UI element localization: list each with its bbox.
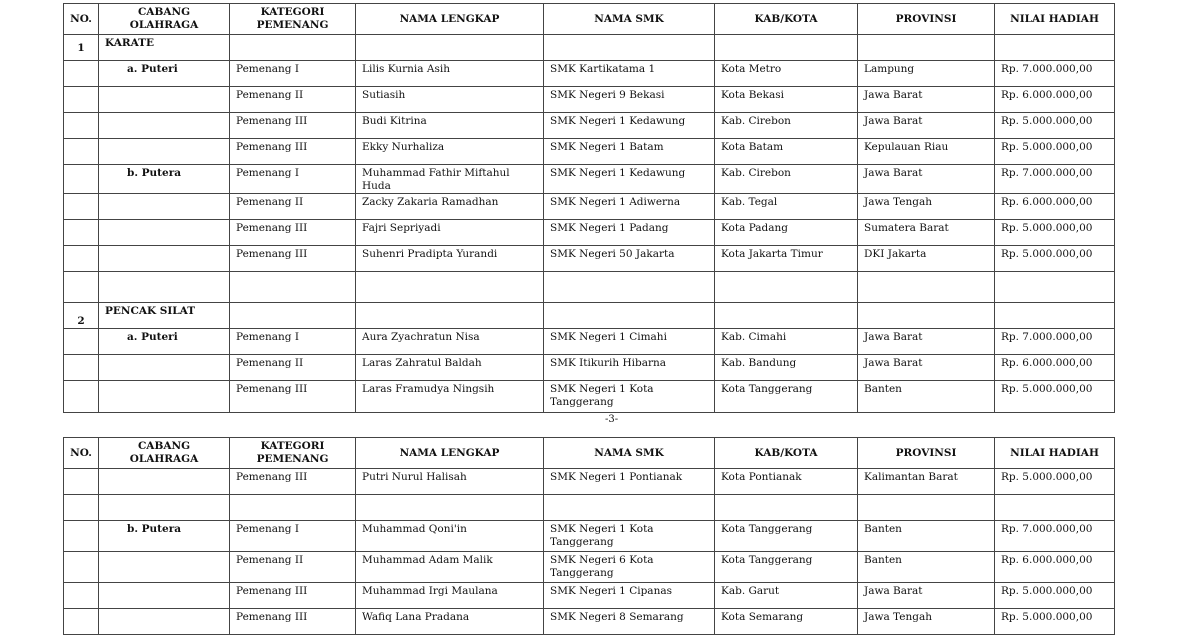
cell-kategori: Pemenang III: [230, 381, 356, 413]
cell-nilai: Rp. 7.000.000,00: [995, 329, 1115, 355]
cell-provinsi: Banten: [858, 381, 995, 413]
cell-nama: Muhammad Fathir Miftahul Huda: [356, 165, 544, 194]
cell-kab: Kab. Garut: [715, 583, 858, 609]
cell-nama: Laras Zahratul Baldah: [356, 355, 544, 381]
section-title: KARATE: [99, 35, 230, 61]
table-row: [64, 329, 1115, 355]
cell-nilai: Rp. 5.000.000,00: [995, 220, 1115, 246]
cell-nama: Ekky Nurhaliza: [356, 139, 544, 165]
header-provinsi: PROVINSI: [858, 438, 995, 469]
cell-nilai: Rp. 5.000.000,00: [995, 139, 1115, 165]
cell-kab: Kab. Cimahi: [715, 329, 858, 355]
cell-kategori: Pemenang III: [230, 583, 356, 609]
header-provinsi: PROVINSI: [858, 4, 995, 35]
table-row: [64, 113, 1115, 139]
cell-provinsi: Jawa Barat: [858, 165, 995, 194]
cell-nilai: Rp. 7.000.000,00: [995, 521, 1115, 552]
cell-provinsi: Jawa Tengah: [858, 609, 995, 635]
group-label: b. Putera: [99, 165, 230, 194]
cell-kab: Kota Batam: [715, 139, 858, 165]
cell-kab: Kab. Bandung: [715, 355, 858, 381]
header-smk: NAMA SMK: [544, 438, 715, 469]
cell-nama: Sutiasih: [356, 87, 544, 113]
cell-provinsi: Kepulauan Riau: [858, 139, 995, 165]
group-label: a. Puteri: [99, 329, 230, 355]
cell-kategori: Pemenang III: [230, 609, 356, 635]
header-nilai: NILAI HADIAH: [995, 4, 1115, 35]
cell-provinsi: Jawa Barat: [858, 329, 995, 355]
table-row: [64, 583, 1115, 609]
section-title: PENCAK SILAT: [99, 303, 230, 329]
cell-provinsi: Lampung: [858, 61, 995, 87]
cell-nama: Muhammad Adam Malik: [356, 552, 544, 583]
cell-kategori: Pemenang II: [230, 194, 356, 220]
cell-kab: Kota Metro: [715, 61, 858, 87]
cell-nama: Muhammad Qoni'in: [356, 521, 544, 552]
cell-kab: Kab. Cirebon: [715, 165, 858, 194]
cell-nama: Budi Kitrina: [356, 113, 544, 139]
cell-smk: SMK Negeri 1 Cipanas: [544, 583, 715, 609]
cell-nama: Putri Nurul Halisah: [356, 469, 544, 495]
cell-kategori: Pemenang II: [230, 87, 356, 113]
cell-kategori: Pemenang I: [230, 329, 356, 355]
table-row: [64, 220, 1115, 246]
cell-kategori: Pemenang I: [230, 61, 356, 87]
cell-kab: Kota Jakarta Timur: [715, 246, 858, 272]
section-no: 1: [64, 35, 99, 61]
cell-kategori: Pemenang I: [230, 165, 356, 194]
header-smk: NAMA SMK: [544, 4, 715, 35]
cell-nama: Lilis Kurnia Asih: [356, 61, 544, 87]
cell-kab: Kota Semarang: [715, 609, 858, 635]
cell-nilai: Rp. 5.000.000,00: [995, 583, 1115, 609]
header-kab: KAB/KOTA: [715, 438, 858, 469]
header-row: [64, 438, 1115, 469]
table-row: [64, 521, 1115, 552]
cell-smk: SMK Negeri 1 Kota Tanggerang: [544, 521, 715, 552]
winners-table-page-3: [63, 3, 1115, 413]
cell-smk: SMK Negeri 8 Semarang: [544, 609, 715, 635]
cell-provinsi: Kalimantan Barat: [858, 469, 995, 495]
cell-provinsi: Jawa Tengah: [858, 194, 995, 220]
header-kategori: KATEGORI PEMENANG: [230, 438, 356, 469]
cell-smk: SMK Negeri 1 Cimahi: [544, 329, 715, 355]
header-cabang: CABANG OLAHRAGA: [99, 438, 230, 469]
cell-nilai: Rp. 5.000.000,00: [995, 246, 1115, 272]
cell-nama: Zacky Zakaria Ramadhan: [356, 194, 544, 220]
group-label: a. Puteri: [99, 61, 230, 87]
header-nilai: NILAI HADIAH: [995, 438, 1115, 469]
cell-kategori: Pemenang III: [230, 246, 356, 272]
cell-kategori: Pemenang III: [230, 139, 356, 165]
cell-smk: SMK Negeri 1 Kedawung: [544, 113, 715, 139]
cell-nama: Suhenri Pradipta Yurandi: [356, 246, 544, 272]
cell-kategori: Pemenang III: [230, 220, 356, 246]
header-nama: NAMA LENGKAP: [356, 4, 544, 35]
cell-nama: Laras Framudya Ningsih: [356, 381, 544, 413]
cell-provinsi: Jawa Barat: [858, 113, 995, 139]
cell-smk: SMK Negeri 6 Kota Tanggerang: [544, 552, 715, 583]
cell-provinsi: Jawa Barat: [858, 355, 995, 381]
cell-smk: SMK Kartikatama 1: [544, 61, 715, 87]
cell-smk: SMK Negeri 1 Adiwerna: [544, 194, 715, 220]
header-kab: KAB/KOTA: [715, 4, 858, 35]
winners-table-page-4: [63, 437, 1115, 635]
header-row: [64, 4, 1115, 35]
cell-kab: Kota Pontianak: [715, 469, 858, 495]
cell-smk: SMK Negeri 1 Pontianak: [544, 469, 715, 495]
cell-smk: SMK Negeri 1 Batam: [544, 139, 715, 165]
cell-nilai: Rp. 5.000.000,00: [995, 381, 1115, 413]
header-nama: NAMA LENGKAP: [356, 438, 544, 469]
group-label: b. Putera: [99, 521, 230, 552]
cell-provinsi: Banten: [858, 552, 995, 583]
cell-smk: SMK Negeri 50 Jakarta: [544, 246, 715, 272]
section-row-karate: [64, 35, 1115, 61]
header-cabang: CABANG OLAHRAGA: [99, 4, 230, 35]
cell-provinsi: Jawa Barat: [858, 87, 995, 113]
cell-kategori: Pemenang II: [230, 355, 356, 381]
cell-nama: Muhammad Irgi Maulana: [356, 583, 544, 609]
cell-nilai: Rp. 5.000.000,00: [995, 113, 1115, 139]
cell-nama: Fajri Sepriyadi: [356, 220, 544, 246]
cell-nilai: Rp. 6.000.000,00: [995, 552, 1115, 583]
cell-kab: Kab. Tegal: [715, 194, 858, 220]
cell-kategori: Pemenang II: [230, 552, 356, 583]
cell-kab: Kota Tanggerang: [715, 521, 858, 552]
cell-smk: SMK Negeri 1 Padang: [544, 220, 715, 246]
cell-nilai: Rp. 5.000.000,00: [995, 609, 1115, 635]
table-row: [64, 87, 1115, 113]
table-row: [64, 355, 1115, 381]
table-row: [64, 469, 1115, 495]
header-no: NO.: [64, 4, 99, 35]
cell-nama: Aura Zyachratun Nisa: [356, 329, 544, 355]
table-row: [64, 194, 1115, 220]
section-row-pencak-silat: [64, 303, 1115, 329]
cell-nilai: Rp. 6.000.000,00: [995, 355, 1115, 381]
cell-kategori: Pemenang III: [230, 469, 356, 495]
page-number: -3-: [605, 414, 619, 425]
cell-smk: SMK Negeri 1 Kedawung: [544, 165, 715, 194]
table-row: [64, 61, 1115, 87]
cell-kategori: Pemenang I: [230, 521, 356, 552]
empty-row: [64, 495, 1115, 521]
cell-smk: SMK Itikurih Hibarna: [544, 355, 715, 381]
cell-kategori: Pemenang III: [230, 113, 356, 139]
header-no: NO.: [64, 438, 99, 469]
cell-nama: Wafiq Lana Pradana: [356, 609, 544, 635]
cell-nilai: Rp. 5.000.000,00: [995, 469, 1115, 495]
cell-kab: Kab. Cirebon: [715, 113, 858, 139]
cell-smk: SMK Negeri 9 Bekasi: [544, 87, 715, 113]
cell-nilai: Rp. 6.000.000,00: [995, 87, 1115, 113]
cell-kab: Kota Tanggerang: [715, 381, 858, 413]
cell-provinsi: Jawa Barat: [858, 583, 995, 609]
cell-provinsi: Banten: [858, 521, 995, 552]
table-row: [64, 165, 1115, 194]
cell-provinsi: DKI Jakarta: [858, 246, 995, 272]
cell-nilai: Rp. 7.000.000,00: [995, 165, 1115, 194]
table-row: [64, 609, 1115, 635]
section-no: 2: [64, 303, 99, 329]
cell-kab: Kota Bekasi: [715, 87, 858, 113]
cell-nilai: Rp. 6.000.000,00: [995, 194, 1115, 220]
cell-provinsi: Sumatera Barat: [858, 220, 995, 246]
empty-row: [64, 272, 1115, 303]
cell-kab: Kota Padang: [715, 220, 858, 246]
table-row: [64, 381, 1115, 413]
table-row: [64, 139, 1115, 165]
table-row: [64, 246, 1115, 272]
table-row: [64, 552, 1115, 583]
cell-smk: SMK Negeri 1 Kota Tanggerang: [544, 381, 715, 413]
header-kategori: KATEGORI PEMENANG: [230, 4, 356, 35]
cell-kab: Kota Tanggerang: [715, 552, 858, 583]
cell-nilai: Rp. 7.000.000,00: [995, 61, 1115, 87]
